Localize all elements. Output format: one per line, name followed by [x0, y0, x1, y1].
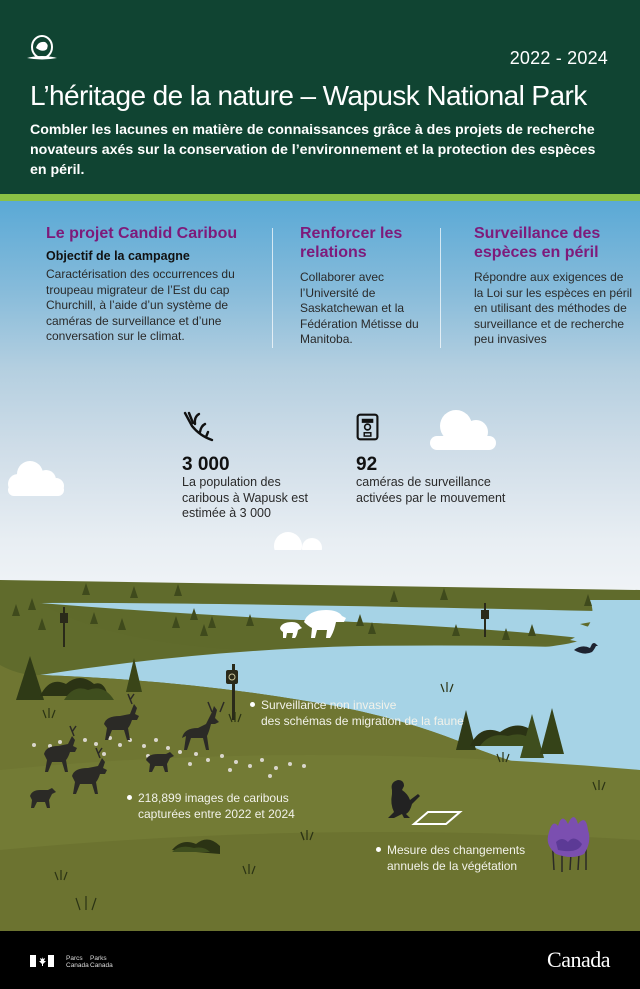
- stat-value: 92: [356, 454, 378, 475]
- bullet-caribou-images: [127, 790, 295, 822]
- canada-wordmark: Canada: [547, 947, 610, 972]
- column-title: Surveillance des espèces en péril: [474, 225, 601, 261]
- page-subtitle: Combler les lacunes en matière de connaissances grâce à des projets de recherche novateurs axés sur la conservation de l’environnement et la protection des espèces en péril.: [30, 122, 596, 178]
- stat-cameras: [356, 410, 526, 506]
- column-body: Collaborer avec l’Université de Saskatchewan et la Fédération Métisse du Manitoba.: [300, 270, 419, 346]
- fip-french: [66, 955, 89, 969]
- footer: [0, 931, 640, 989]
- bullet-line: 218,899 images de caribous: [138, 791, 289, 805]
- parks-canada-beaver-icon: [24, 34, 60, 64]
- cloud-icon: [8, 456, 64, 498]
- fip-text: Canada: [90, 962, 113, 969]
- bullet-line: annuels de la végétation: [387, 859, 518, 873]
- bullet-migration-monitoring: [250, 697, 464, 729]
- bullet-line: des schémas de migration de la faune: [261, 714, 464, 728]
- column-relations: [300, 224, 430, 348]
- column-subtitle: Objectif de la campagne: [46, 249, 190, 263]
- bullet-line: Mesure des changements: [387, 843, 526, 857]
- column-title: Le projet Candid Caribou: [46, 225, 238, 242]
- column-divider: [440, 228, 441, 348]
- bullet-line: capturées entre 2022 et 2024: [138, 807, 295, 821]
- canada-flag-icon: [30, 955, 54, 967]
- header: [0, 0, 640, 194]
- bullet-dot: [250, 702, 255, 707]
- stat-caribou-population: [182, 410, 322, 522]
- stat-value: 3 000: [182, 454, 230, 475]
- stat-description: caméras de surveillance activées par le mouvement: [356, 475, 506, 505]
- bullet-dot: [376, 847, 381, 852]
- column-body: Répondre aux exigences de la Loi sur les espèces en péril en utilisant des méthodes de surveillance et de recherche peu invasives: [474, 270, 633, 346]
- column-candid-caribou: [46, 224, 266, 345]
- page-title: L’héritage de la nature – Wapusk National Park: [30, 80, 587, 111]
- column-species-at-risk: [474, 224, 634, 348]
- column-body: Caractérisation des occurrences du troupeau migrateur de l’Est du cap Churchill, à l’aide d’un système de caméras de surveillance et d’une conversation sur le climat.: [46, 267, 235, 343]
- years-label: 2022 - 2024: [509, 48, 608, 68]
- fip-text: Parks: [90, 955, 107, 962]
- bullet-line: Surveillance non invasive: [261, 698, 397, 712]
- stat-description: La population des caribous à Wapusk est estimée à 3 000: [182, 475, 308, 520]
- trail-camera-icon: [356, 410, 384, 444]
- bullet-vegetation-changes: [376, 842, 525, 874]
- fip-text: Parcs: [66, 955, 83, 962]
- fip-english: [90, 955, 113, 969]
- fip-text: Canada: [66, 962, 89, 969]
- landscape-illustration: [0, 540, 640, 932]
- column-title: Renforcer les relations: [300, 225, 403, 261]
- bullet-dot: [127, 795, 132, 800]
- column-divider: [272, 228, 273, 348]
- antler-icon: [182, 410, 216, 444]
- accent-strip: [0, 194, 640, 201]
